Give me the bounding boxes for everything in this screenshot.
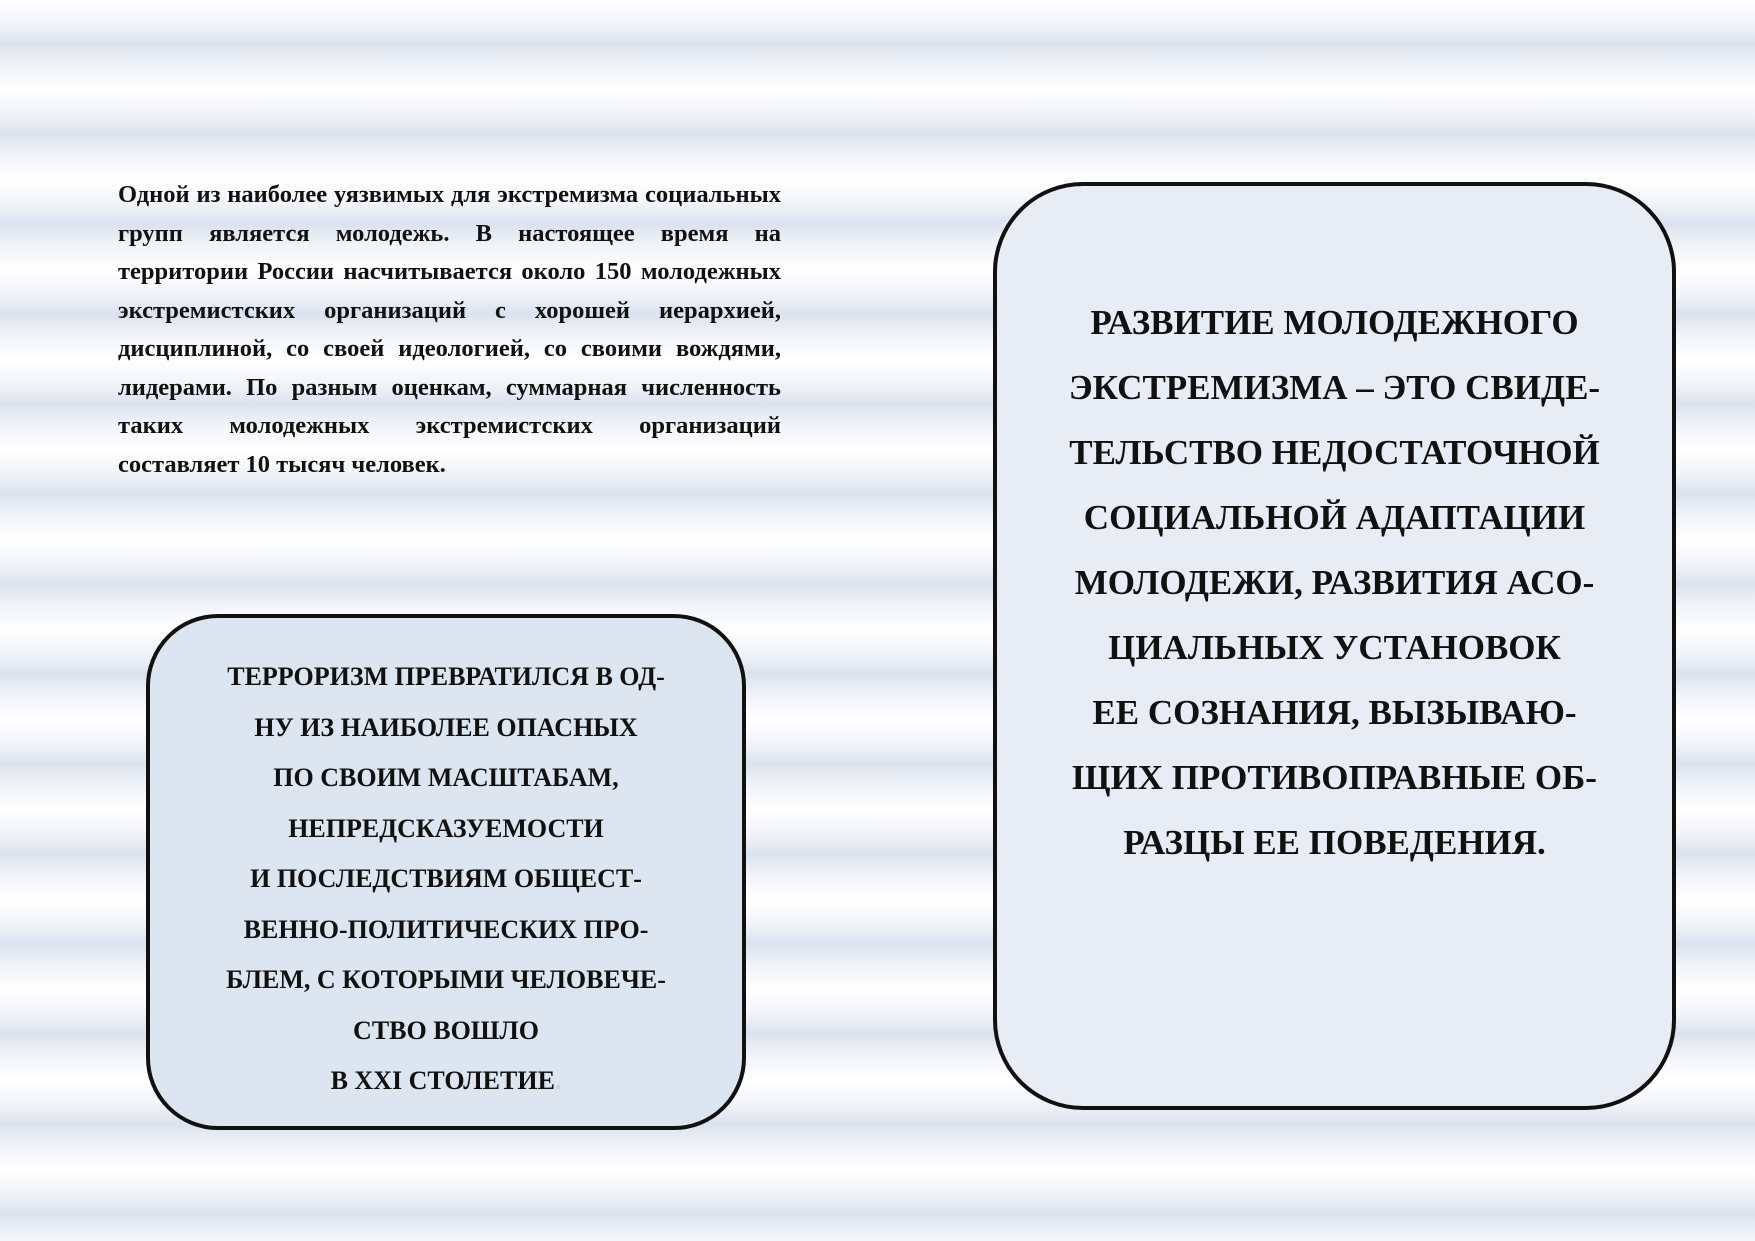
terrorism-quote-line: НУ ИЗ НАИБОЛЕЕ ОПАСНЫХ	[254, 712, 638, 742]
terrorism-quote-line: СТВО ВОШЛО	[353, 1015, 539, 1045]
extremism-quote-box	[993, 182, 1676, 1110]
intro-paragraph: Одной из наиболее уязвимых для экстремизма социальных групп является молодежь. В настоящее время на территории России насчитывается около 150 молодежных экстремистских организаций с хорошей иерархией, дисциплиной, со своей идеологией, со своими вождями, лидерами. По разным оценкам, суммарная численность таких молодежных экстремистских организаций составляет 10 тысяч человек.	[118, 181, 781, 478]
extremism-quote-line: МОЛОДЕЖИ, РАЗВИТИЯ АСО-	[1074, 563, 1595, 602]
trailing-period: .	[554, 1066, 562, 1095]
extremism-quote-line: ЦИАЛЬНЫХ УСТАНОВОК	[1108, 628, 1561, 667]
extremism-quote-line: ТЕЛЬСТВО НЕДОСТАТОЧНОЙ	[1069, 433, 1600, 472]
terrorism-quote-line: ВЕННО-ПОЛИТИЧЕСКИХ ПРО-	[243, 914, 649, 944]
terrorism-quote-box	[146, 614, 746, 1130]
extremism-quote-line: РАЗВИТИЕ МОЛОДЕЖНОГО	[1090, 303, 1579, 342]
extremism-quote-line: РАЗЦЫ ЕЕ ПОВЕДЕНИЯ.	[1123, 823, 1546, 862]
extremism-quote-line: СОЦИАЛЬНОЙ АДАПТАЦИИ	[1083, 498, 1586, 537]
terrorism-quote-line: ПО СВОИМ МАСШТАБАМ,	[273, 763, 619, 792]
extremism-quote-line: ЭКСТРЕМИЗМА – ЭТО СВИДЕ-	[1068, 368, 1601, 407]
terrorism-quote-line: И ПОСЛЕДСТВИЯМ ОБЩЕСТ-	[250, 864, 642, 893]
extremism-quote-line: ЩИХ ПРОТИВОПРАВНЫЕ ОБ-	[1072, 758, 1597, 797]
terrorism-quote-line: НЕПРЕДСКАЗУЕМОСТИ	[288, 813, 604, 843]
terrorism-quote-last-text: В XXI СТОЛЕТИЕ	[330, 1066, 555, 1095]
extremism-quote-line: ЕЕ СОЗНАНИЯ, ВЫЗЫВАЮ-	[1092, 693, 1577, 732]
terrorism-quote-last-line	[180, 1056, 712, 1107]
terrorism-quote-line: ТЕРРОРИЗМ ПРЕВРАТИЛСЯ В ОД-	[227, 662, 665, 691]
terrorism-quote-line: БЛЕМ, С КОТОРЫМИ ЧЕЛОВЕЧЕ-	[226, 965, 666, 994]
